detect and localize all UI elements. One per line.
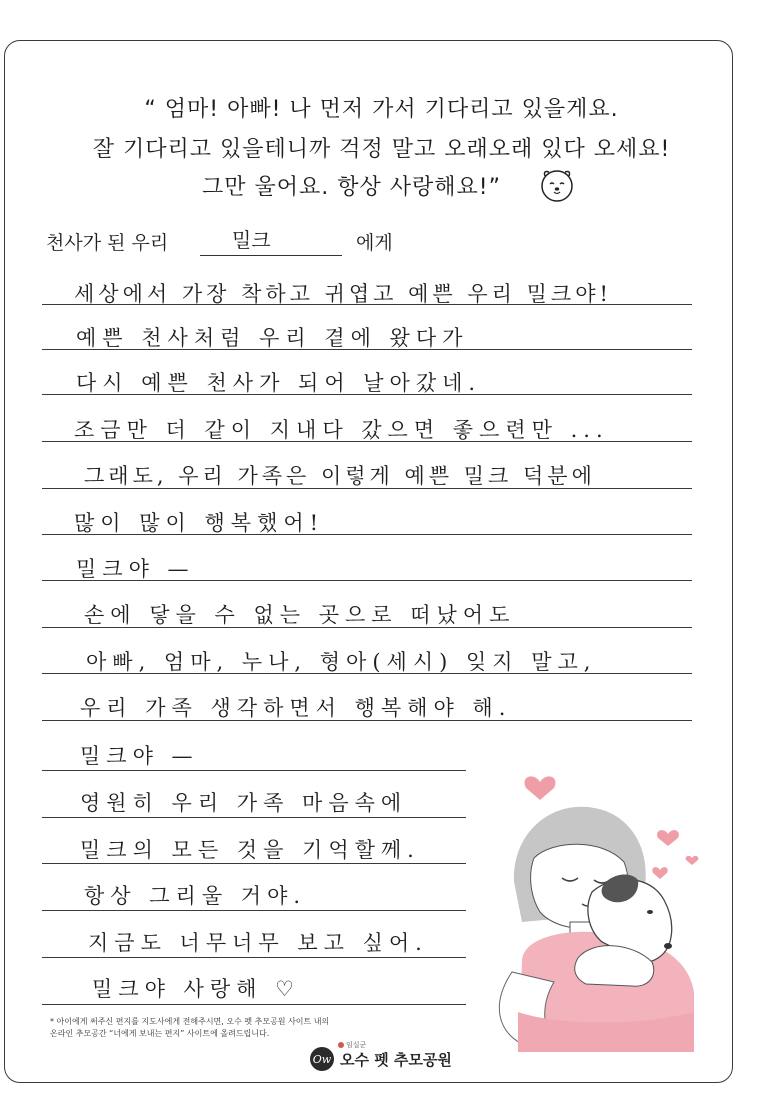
pet-name: 밀크 bbox=[232, 228, 271, 252]
osu-pet-memorial-logo bbox=[310, 1044, 452, 1074]
heart-icon bbox=[686, 856, 699, 865]
dog-face-icon bbox=[537, 167, 577, 203]
logo-mark-icon: Ow bbox=[310, 1047, 334, 1071]
letter-line-1: 세상에서 가장 착하고 귀엽고 예쁜 우리 밀크야! bbox=[74, 282, 612, 306]
ruled-line bbox=[42, 770, 466, 771]
letter-line-14: 항상 그리울 거야. bbox=[84, 884, 307, 908]
salutation-suffix: 에게 bbox=[356, 232, 393, 254]
letter-line-2: 예쁜 천사처럼 우리 곁에 왔다가 bbox=[76, 326, 469, 350]
logo-sub-text: 임실군 bbox=[346, 1041, 367, 1049]
ruled-line bbox=[42, 910, 466, 911]
girl-hugging-dog-illustration bbox=[482, 762, 714, 1052]
header-line-3: 그만 울어요. 항상 사랑해요!” bbox=[202, 175, 501, 200]
letter-line-11: 밀크야 — bbox=[80, 744, 199, 768]
heart-icon bbox=[652, 867, 667, 879]
letter-line-15: 지금도 너무너무 보고 싶어. bbox=[88, 931, 428, 955]
letter-line-6: 많이 많이 행복했어! bbox=[74, 511, 325, 535]
salutation-prefix: 천사가 된 우리 bbox=[46, 232, 169, 254]
letter-line-12: 영원히 우리 가족 마음속에 bbox=[80, 791, 408, 815]
letter-line-3: 다시 예쁜 천사가 되어 날아갔네. bbox=[76, 371, 482, 395]
header-line-1: “ 엄마! 아빠! 나 먼저 가서 기다리고 있을게요. bbox=[144, 97, 619, 122]
logo-name: 오수 펫 추모공원 bbox=[340, 1050, 452, 1069]
ruled-line bbox=[42, 957, 466, 958]
letter-line-9: 아빠, 엄마, 누나, 형아(세시) 잊지 말고, bbox=[86, 650, 597, 674]
header-line-2: 잘 기다리고 있을테니까 걱정 말고 오래오래 있다 오세요! bbox=[92, 137, 671, 162]
letter-line-16: 밀크야 사랑해 ♡ bbox=[92, 977, 300, 1001]
heart-icon bbox=[657, 830, 679, 846]
letter-line-13: 밀크의 모든 것을 기억할께. bbox=[80, 838, 420, 862]
letter-line-10: 우리 가족 생각하면서 행복해야 해. bbox=[80, 696, 512, 720]
letter-line-4: 조금만 더 같이 지내다 갔으면 좋으련만 ... bbox=[74, 418, 609, 442]
letter-line-8: 손에 닿을 수 없는 곳으로 떠났어도 bbox=[84, 603, 516, 627]
ruled-line bbox=[42, 817, 466, 818]
letter-line-7: 밀크야 — bbox=[76, 557, 195, 581]
footnote bbox=[50, 1016, 329, 1040]
footnote-line-2: 온라인 추모공간 “너에게 보내는 편지” 사이트에 올려드립니다. bbox=[50, 1029, 270, 1038]
heart-icon bbox=[525, 776, 556, 800]
name-blank-line bbox=[200, 255, 342, 256]
ruled-line bbox=[42, 1004, 466, 1005]
footnote-line-1: * 아이에게 써주신 편지를 지도사에게 전해주시면, 오수 펫 추모공원 사이트 내의 bbox=[50, 1017, 330, 1026]
letter-line-5: 그래도, 우리 가족은 이렇게 예쁜 밀크 덕분에 bbox=[84, 464, 596, 488]
